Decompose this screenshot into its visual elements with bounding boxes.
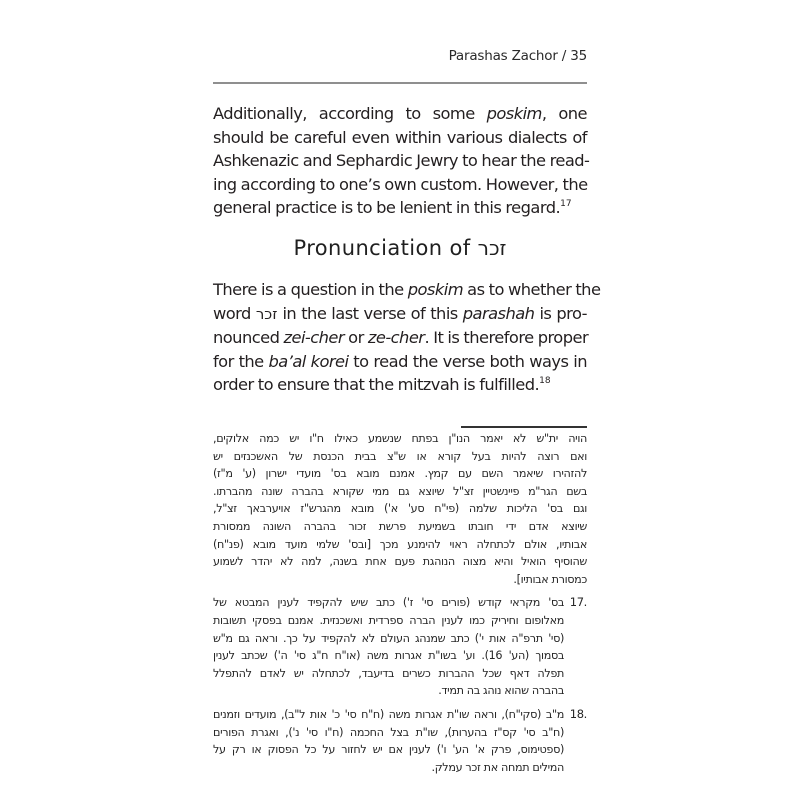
text-line: for the ba’al korei to read the verse both ways in (213, 351, 587, 371)
footnote-line: הויה ית"ש לא יאמר הנו"ן בפתח שנשמע כאילו ח"ו יש כמה אלוקים, (213, 432, 587, 445)
footnote-continuation (213, 430, 587, 588)
footnote-line: מ"ב (סקי"ח), וראה שו"ת אגרות משה (ח"ח סי' כ' אות ל"ב), מועדים וזמנים (213, 707, 564, 721)
footnote-line: שהוסיף הואיל והיא מצוה הנוהגת פעם אחת בשנה, למה לא יהדר לשמוע (213, 555, 587, 569)
text-line: ing according to one’s own custom. However, the (213, 174, 588, 194)
text-line: There is a question in the poskim as to whether the (213, 280, 601, 299)
running-head: Parashas Zachor / 35 (448, 48, 587, 64)
section-heading: Pronunciation of זכר (293, 236, 507, 260)
footnote-line: (ספטימוס, פרק א' הע' ו') לענין אם יש לחזור על כל הפסוק או רק על (213, 743, 564, 757)
footnote-line: אבותיו, אולם לכתחלה ראוי להימנע מכך [ובס' שלמי מועד מובא (פנ"ח) (213, 537, 587, 551)
footnote-17 (213, 594, 587, 700)
footnote-line: שיוצא אדם ידי חובתו בשמיעת פרשת זכור בהברה השונה ממסורת (213, 519, 587, 533)
paragraph-additionally (213, 102, 590, 220)
footnote-ref-17[interactable]: 17 (560, 199, 572, 209)
footnote-number: 18. (569, 706, 587, 721)
header-rule (213, 82, 587, 84)
footnote-ref-18[interactable]: 18 (539, 376, 551, 386)
text-line: word זכר in the last verse of this parashah is pro- (213, 303, 587, 323)
text-line: should be careful even within various dialects of (213, 127, 587, 147)
text-line: order to ensure that the mitzvah is fulfilled.$^{18}$ (213, 375, 551, 394)
footnote-line: בהברה שהוא נוהג בה תמיד. (438, 684, 564, 698)
footnote-number: 17. (569, 595, 587, 610)
footnote-line: בס' מקראי קודש (פורים סי' ז') כתב שיש להקפיד לענין המבטא של (213, 596, 564, 610)
footnote-line: (ח"ב סי' קס"ז בהערות), שו"ת בצל החכמה (ח"ו סי' נ'), ואגרת הפורים (213, 725, 564, 739)
footnote-18 (213, 706, 587, 776)
footnote-line: מאלופום וחיריק כמו לענין הברה ספרדית ואשכנזית. אמנם בפסקי תשובות (213, 613, 564, 627)
footnote-line: וגם בס' הליכות שלמה (פי"ח סע' א') מובא מהגרש"ז אויערבאך זצ"ל, (213, 502, 587, 516)
text-line: Additionally, according to some poskim, one (213, 104, 587, 123)
footnote-line: בשם הגר"מ פיינשטיין זצ"ל שיוצא גם ממי שקורא בהברה שונה מהברתו. (213, 484, 587, 498)
hebrew-word-zecher: זכר (477, 236, 507, 260)
footnote-line: בסמוך (הע' 16). וע' בשו"ת אגרות משה (או"ח ח"ג סי' ה') שכתב לענין (213, 649, 564, 663)
text-line: general practice is to be lenient in this regard.$^{17}$ (213, 198, 572, 217)
footnote-line: להזהירו שיאמר השם עם קמץ. אמנם מובא בס' מועדי ישרון (ע' מ"ז) (213, 467, 587, 481)
paragraph-pronunciation (213, 278, 601, 397)
footnote-line: כמסורת אבותיו]. (513, 572, 587, 586)
footnote-separator-rule (461, 426, 587, 428)
text-line: nounced zei-cher or ze-cher. It is therefore proper (213, 328, 589, 347)
footnote-line: המילים תמחה את זכר עמלק. (431, 760, 564, 774)
footnote-line: (סי' תרפ"ה אות י') כתב שמנהג העולם לא להקפיד על כך. וראה גם מ"ש (213, 631, 564, 645)
footnote-line: תפלה דאף שכל ההברות כשרים בדיעבד, לכתחלה יש לאדם להתפלל (213, 666, 564, 680)
book-page (213, 0, 601, 800)
text-line: Ashkenazic and Sephardic Jewry to hear the read- (213, 151, 590, 170)
hebrew-word-zecher: זכר (255, 304, 278, 323)
footnote-line: ואם רוצה להיות בעל קורא או ש"צ בבית הכנסת של האשכנזים יש (213, 449, 587, 463)
footnotes-section (213, 430, 587, 782)
